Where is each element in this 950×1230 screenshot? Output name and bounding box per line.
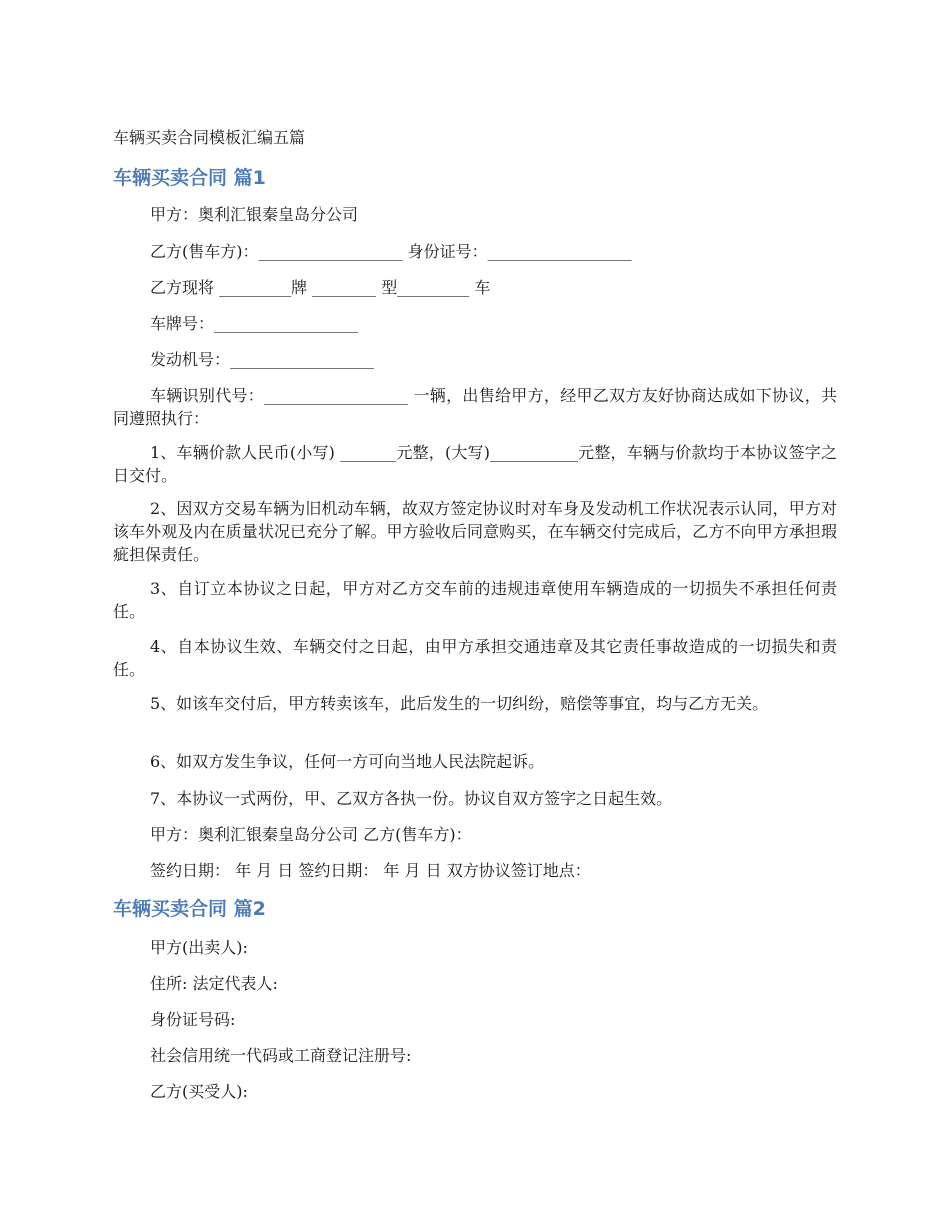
clause-6: 6、如双方发生争议，任何一方可向当地人民法院起诉。 bbox=[150, 752, 545, 771]
paragraph-buyer: 乙方(买受人): bbox=[150, 1082, 248, 1101]
section-heading-2: 车辆买卖合同 篇2 bbox=[113, 898, 266, 920]
paragraph-engine-number: 发动机号：__________________ bbox=[150, 350, 375, 369]
clause-7: 7、本协议一式两份，甲、乙双方各执一份。协议自双方签字之日起生效。 bbox=[150, 789, 673, 808]
paragraph-seller: 甲方(出卖人): bbox=[150, 938, 248, 957]
paragraph-vin: 车辆识别代号：__________________ 一辆，出售给甲方，经甲乙双方友好协商达成如下协议，共同遵照执行： bbox=[113, 386, 837, 428]
section-heading-1: 车辆买卖合同 篇1 bbox=[113, 167, 266, 189]
paragraph-id-number: 身份证号码: bbox=[150, 1010, 236, 1029]
paragraph-party-b: 乙方(售车方)：__________________ 身份证号：__________________ bbox=[150, 242, 632, 261]
paragraph-credit-code: 社会信用统一代码或工商登记注册号: bbox=[150, 1046, 412, 1065]
clause-5: 5、如该车交付后，甲方转卖该车，此后发生的一切纠纷，赔偿等事宜，均与乙方无关。 bbox=[150, 694, 769, 713]
paragraph-address-representative: 住所: 法定代表人: bbox=[150, 974, 278, 993]
clause-1: 1、车辆价款人民币(小写) _______元整，(大写)___________元整，车辆与价款均于本协议签字之日交付。 bbox=[113, 443, 837, 485]
paragraph-vehicle-brand: 乙方现将 _________牌 ________ 型_________ 车 bbox=[150, 278, 491, 297]
paragraph-party-a: 甲方：奥利汇银秦皇岛分公司 bbox=[150, 205, 359, 224]
clause-3: 3、自订立本协议之日起，甲方对乙方交车前的违规违章使用车辆造成的一切损失不承担任何责任。 bbox=[113, 579, 837, 621]
clause-2: 2、因双方交易车辆为旧机动车辆，故双方签定协议时对车身及发动机工作状况表示认同，甲方对该车外观及内在质量状况已充分了解。甲方验收后同意购买，在车辆交付完成后，乙方不向甲方承担瑕疵担保责任。 bbox=[113, 499, 837, 564]
clause-4: 4、自本协议生效、车辆交付之日起，由甲方承担交通违章及其它责任事故造成的一切损失和责任。 bbox=[113, 637, 837, 679]
signature-parties: 甲方：奥利汇银秦皇岛分公司 乙方(售车方)： bbox=[150, 825, 472, 844]
signature-dates: 签约日期： 年 月 日 签约日期： 年 月 日 双方协议签订地点： bbox=[150, 861, 591, 880]
paragraph-plate-number: 车牌号：__________________ bbox=[150, 314, 359, 333]
document-title: 车辆买卖合同模板汇编五篇 bbox=[113, 128, 306, 147]
